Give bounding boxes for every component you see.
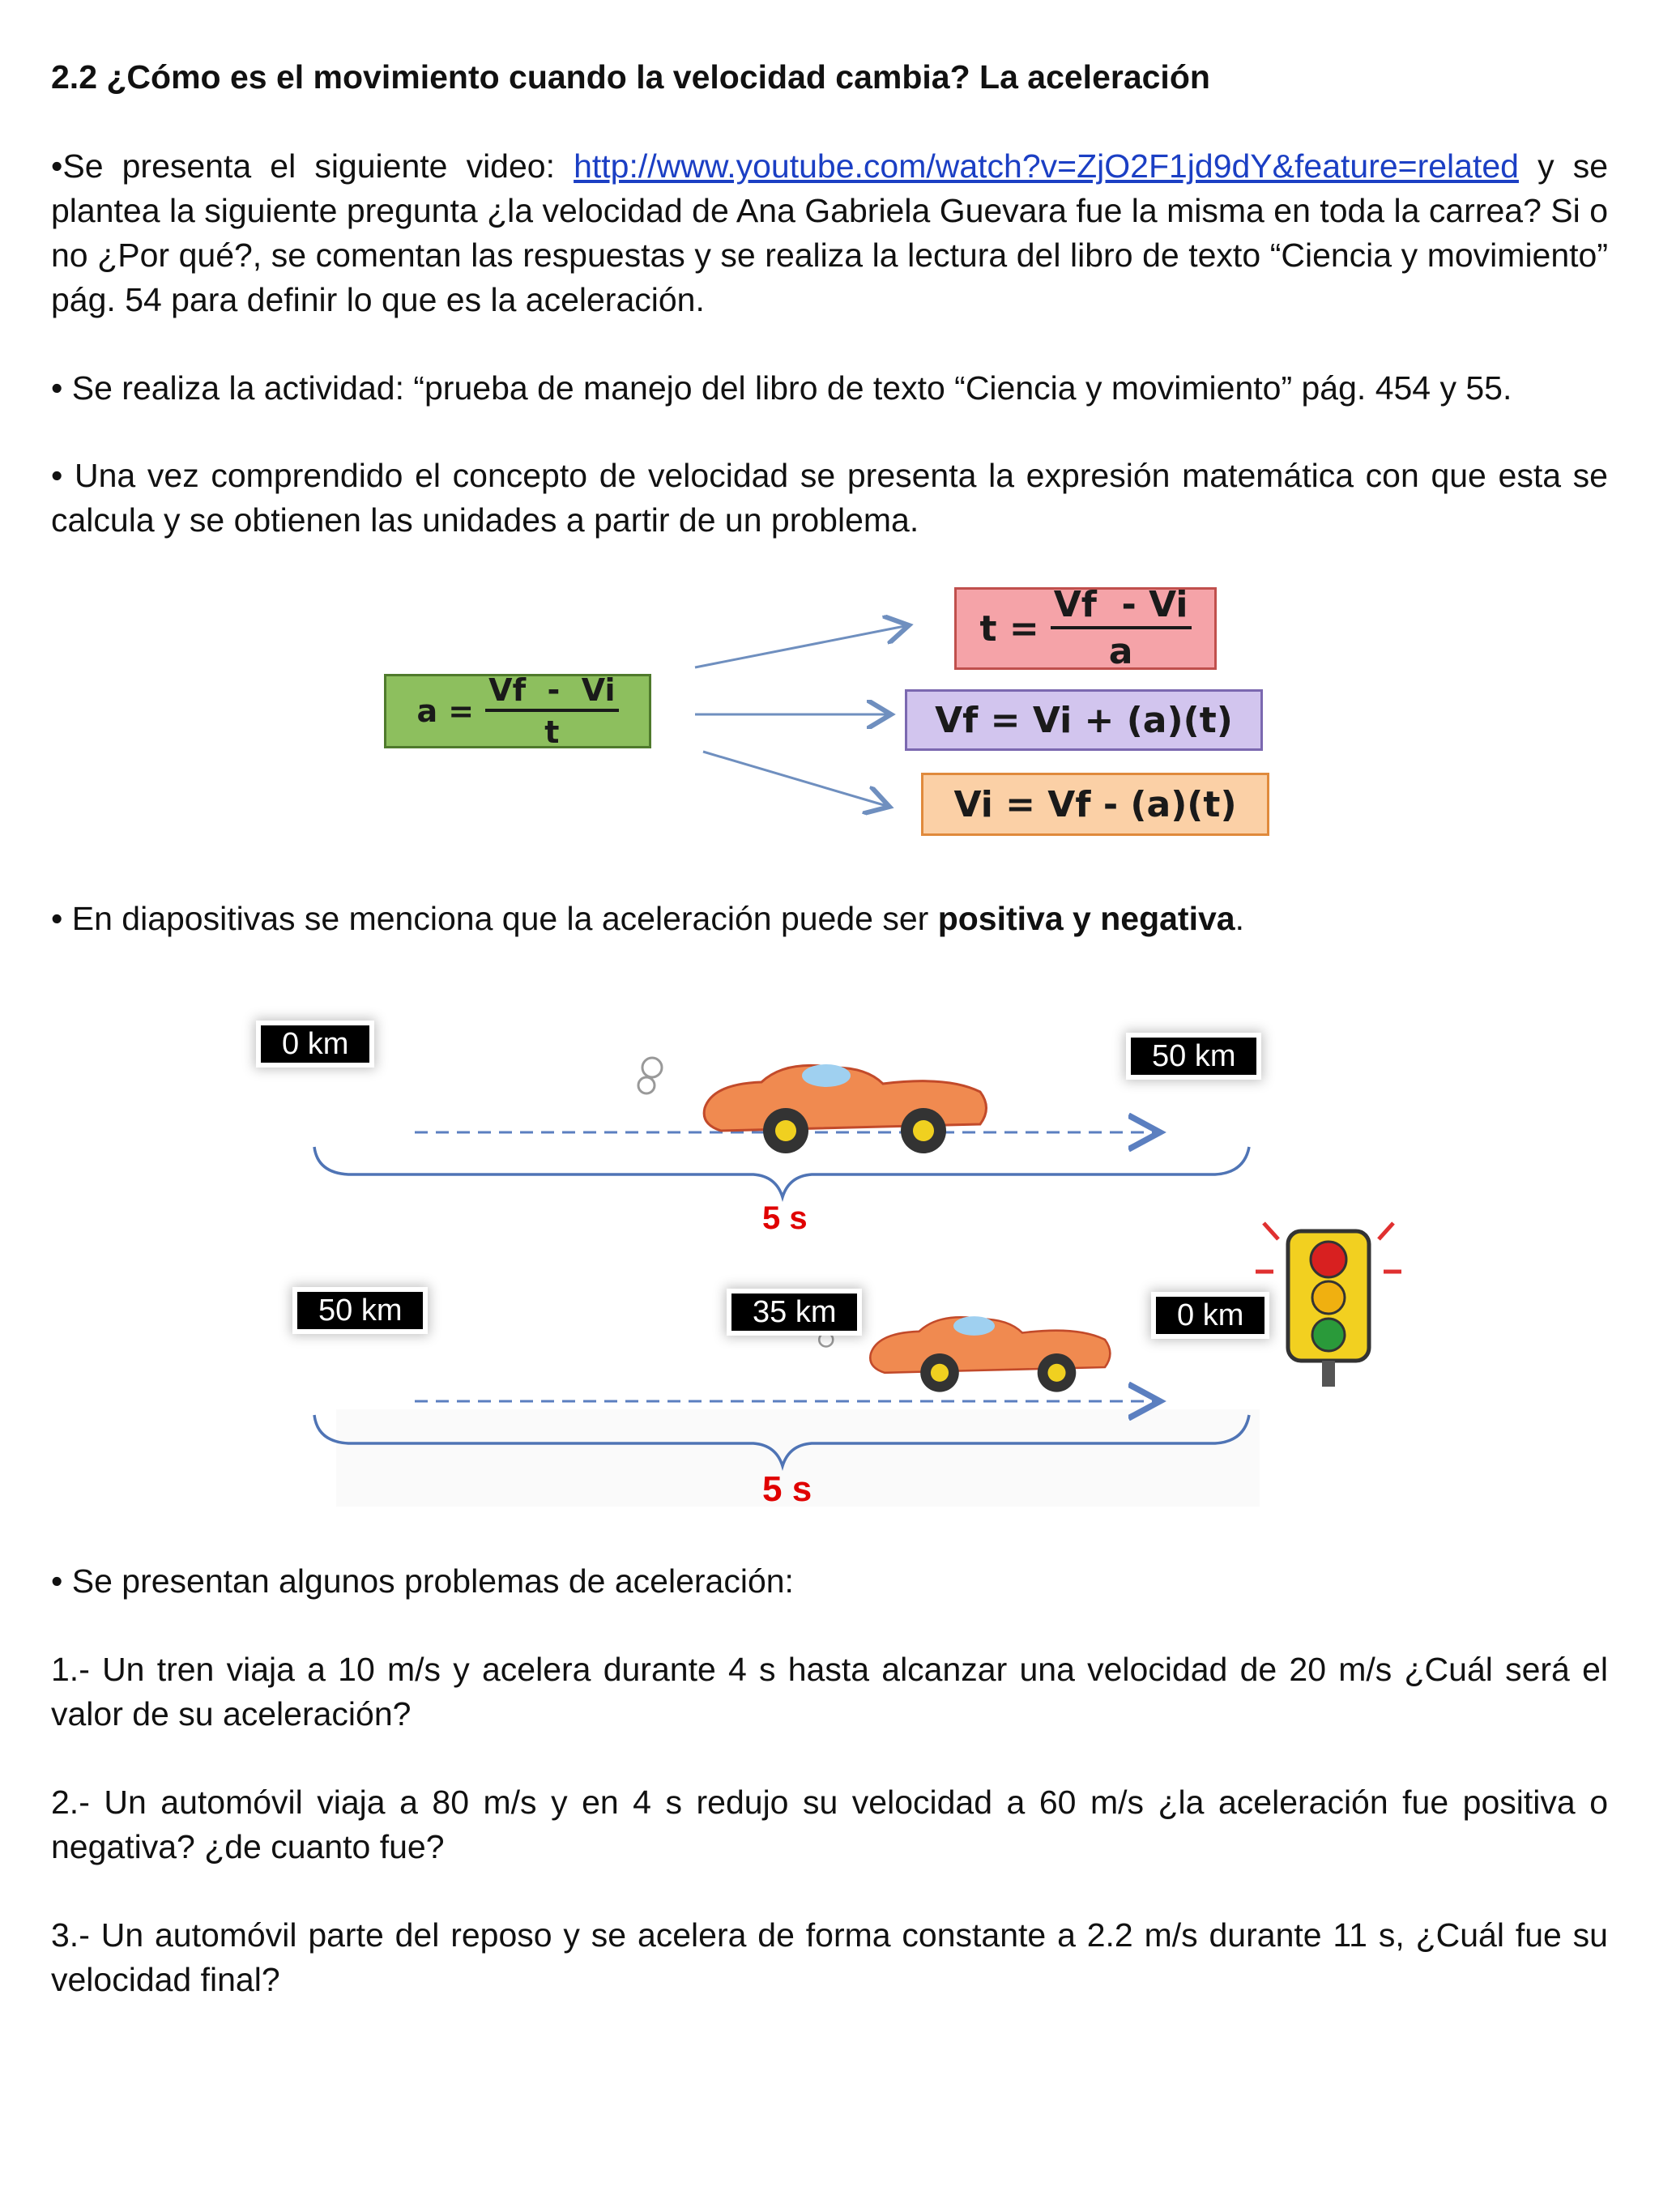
- formula-t-numerator: Vf - Vi: [1051, 587, 1192, 629]
- top-brace: [314, 1147, 1249, 1197]
- problem-3: 3.- Un automóvil parte del reposo y se acelera de forma constante a 2.2 m/s durante 11 s, ¿Cuál fue su velocidad final?: [51, 1916, 1608, 1998]
- formula-initial-velocity: Vi = Vf - (a)(t): [921, 773, 1269, 836]
- label-bottom-time: 5 s: [762, 1469, 812, 1509]
- formula-a-numerator: Vf - Vi: [485, 675, 618, 712]
- motion-diagram: [0, 956, 1659, 1539]
- formula-a-lhs: a =: [416, 693, 475, 729]
- problem-1: 1.- Un tren viaja a 10 m/s y acelera durante 4 s hasta alcanzar una velocidad de 20 m/s ¿Cuál será el valor de su aceleración?: [51, 1651, 1608, 1733]
- section-heading: 2.2 ¿Cómo es el movimiento cuando la velocidad cambia? La aceleración: [51, 58, 1210, 96]
- paragraph-concept: • Una vez comprendido el concepto de velocidad se presenta la expresión matemática con que esta se calcula y se obtienen las unidades a partir de un problema.: [51, 457, 1608, 539]
- paragraph-activity: • Se realiza la actividad: “prueba de manejo del libro de texto “Ciencia y movimiento” pág. 454 y 55.: [51, 369, 1512, 407]
- video-link[interactable]: http://www.youtube.com/watch?v=ZjO2F1jd9dY&feature=related: [574, 147, 1519, 185]
- label-top-start: 0 km: [261, 1025, 369, 1063]
- formula-t-fraction: [1051, 584, 1192, 672]
- formula-time: [954, 584, 1217, 672]
- formula-acceleration: [384, 674, 651, 748]
- paragraph-slides-suffix: .: [1235, 900, 1244, 937]
- paragraph-slides-prefix: • En diapositivas se menciona que la aceleración puede ser: [51, 900, 938, 937]
- traffic-light-icon: [1256, 1223, 1401, 1387]
- formula-t-lhs: t =: [979, 607, 1039, 650]
- paragraph-slides: [51, 897, 1608, 941]
- label-top-time: 5 s: [762, 1200, 808, 1236]
- formula-a-fraction: [485, 672, 618, 750]
- label-bottom-start: 50 km: [297, 1292, 423, 1329]
- car-icon: [638, 1058, 987, 1153]
- label-bottom-mid: 35 km: [731, 1294, 857, 1331]
- paragraph-video-suffix: y se plantea la siguiente pregunta ¿la velocidad de Ana Gabriela Guevara fue la misma en toda la carrea? Si o no ¿Por qué?, se comentan las respuestas y se realiza la lectura del libro de texto “Ciencia y movimiento” pág. 54 para definir lo que es la aceleración.: [51, 147, 1608, 318]
- label-top-end: 50 km: [1131, 1038, 1256, 1075]
- formula-a-denominator: t: [544, 714, 560, 750]
- paragraph-slides-bold: positiva y negativa: [937, 900, 1235, 937]
- problem-2: 2.- Un automóvil viaja a 80 m/s y en 4 s redujo su velocidad a 60 m/s ¿la aceleración fue positiva o negativa? ¿de cuanto fue?: [51, 1784, 1608, 1865]
- paragraph-problems-intro: • Se presentan algunos problemas de aceleración:: [51, 1562, 794, 1600]
- formula-arrows: [0, 0, 1659, 891]
- formula-final-velocity: Vf = Vi + (a)(t): [905, 689, 1263, 751]
- label-bottom-end: 0 km: [1156, 1297, 1265, 1334]
- paragraph-video-prefix: •Se presenta el siguiente video:: [51, 147, 574, 185]
- formula-t-denominator: a: [1108, 631, 1133, 672]
- car-icon: [819, 1316, 1110, 1392]
